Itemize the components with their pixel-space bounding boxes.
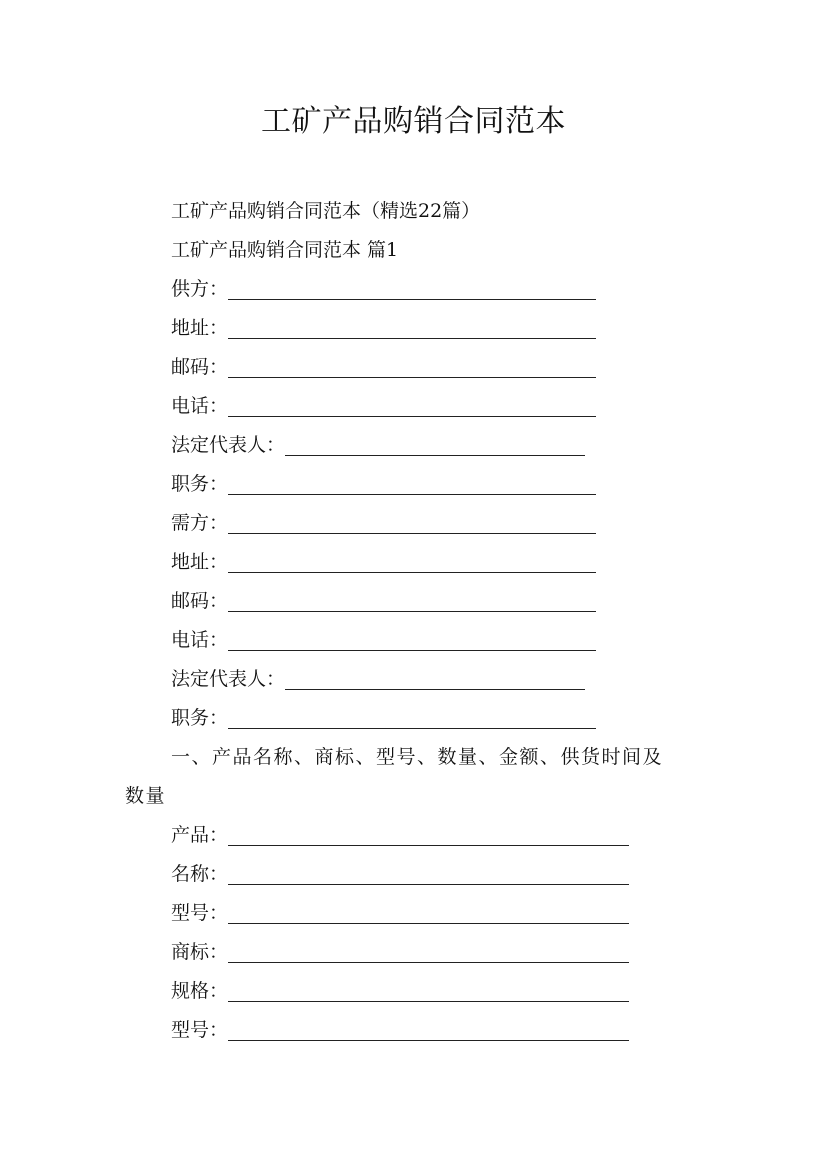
field-label: 地址： bbox=[171, 317, 229, 339]
field-label: 型号： bbox=[171, 902, 229, 924]
field-label: 型号： bbox=[171, 1019, 229, 1041]
field-label: 规格： bbox=[171, 980, 229, 1002]
fill-in-blank[interactable] bbox=[228, 474, 596, 495]
supplier-legal-rep-field[interactable] bbox=[171, 433, 585, 457]
document-subtitle: 工矿产品购销合同范本（精选22篇） bbox=[171, 200, 481, 222]
document-title: 工矿产品购销合同范本 bbox=[261, 104, 566, 139]
supplier-position-field[interactable] bbox=[171, 472, 596, 496]
fill-in-blank[interactable] bbox=[228, 513, 596, 534]
buyer-position-field[interactable] bbox=[171, 706, 596, 730]
fill-in-blank[interactable] bbox=[228, 318, 596, 339]
buyer-phone-field[interactable] bbox=[171, 628, 596, 652]
fill-in-blank[interactable] bbox=[228, 708, 596, 729]
clause-one-heading: 一、产品名称、商标、型号、数量、金额、供货时间及 bbox=[171, 746, 664, 768]
fill-in-blank[interactable] bbox=[228, 942, 629, 963]
buyer-postcode-field[interactable] bbox=[171, 589, 596, 613]
buyer-legal-rep-field[interactable] bbox=[171, 667, 585, 691]
fill-in-blank[interactable] bbox=[228, 981, 629, 1002]
product-name-field[interactable] bbox=[171, 862, 629, 886]
field-label: 职务： bbox=[171, 707, 229, 729]
supplier-address-field[interactable] bbox=[171, 316, 596, 340]
product-model-field[interactable] bbox=[171, 901, 629, 925]
section-heading: 工矿产品购销合同范本 篇1 bbox=[171, 239, 399, 261]
buyer-address-field[interactable] bbox=[171, 550, 596, 574]
supplier-party-field[interactable] bbox=[171, 277, 596, 301]
product-trademark-field[interactable] bbox=[171, 940, 629, 964]
fill-in-blank[interactable] bbox=[228, 630, 596, 651]
fill-in-blank[interactable] bbox=[285, 669, 585, 690]
clause-one-heading-continued: 数量 bbox=[125, 785, 167, 807]
product-model-field-2[interactable] bbox=[171, 1018, 629, 1042]
fill-in-blank[interactable] bbox=[228, 591, 596, 612]
field-label: 职务： bbox=[171, 473, 229, 495]
product-field[interactable] bbox=[171, 823, 629, 847]
field-label: 电话： bbox=[171, 395, 229, 417]
field-label: 地址： bbox=[171, 551, 229, 573]
fill-in-blank[interactable] bbox=[228, 864, 629, 885]
supplier-postcode-field[interactable] bbox=[171, 355, 596, 379]
fill-in-blank[interactable] bbox=[228, 396, 596, 417]
fill-in-blank[interactable] bbox=[228, 279, 596, 300]
field-label: 商标： bbox=[171, 941, 229, 963]
field-label: 法定代表人： bbox=[171, 668, 286, 690]
field-label: 产品： bbox=[171, 824, 229, 846]
fill-in-blank[interactable] bbox=[285, 435, 585, 456]
fill-in-blank[interactable] bbox=[228, 825, 629, 846]
supplier-phone-field[interactable] bbox=[171, 394, 596, 418]
field-label: 需方： bbox=[171, 512, 229, 534]
field-label: 法定代表人： bbox=[171, 434, 286, 456]
field-label: 邮码： bbox=[171, 590, 229, 612]
field-label: 名称： bbox=[171, 863, 229, 885]
buyer-party-field[interactable] bbox=[171, 511, 596, 535]
field-label: 电话： bbox=[171, 629, 229, 651]
field-label: 供方： bbox=[171, 278, 229, 300]
field-label: 邮码： bbox=[171, 356, 229, 378]
product-spec-field[interactable] bbox=[171, 979, 629, 1003]
fill-in-blank[interactable] bbox=[228, 1020, 629, 1041]
fill-in-blank[interactable] bbox=[228, 903, 629, 924]
fill-in-blank[interactable] bbox=[228, 357, 596, 378]
fill-in-blank[interactable] bbox=[228, 552, 596, 573]
